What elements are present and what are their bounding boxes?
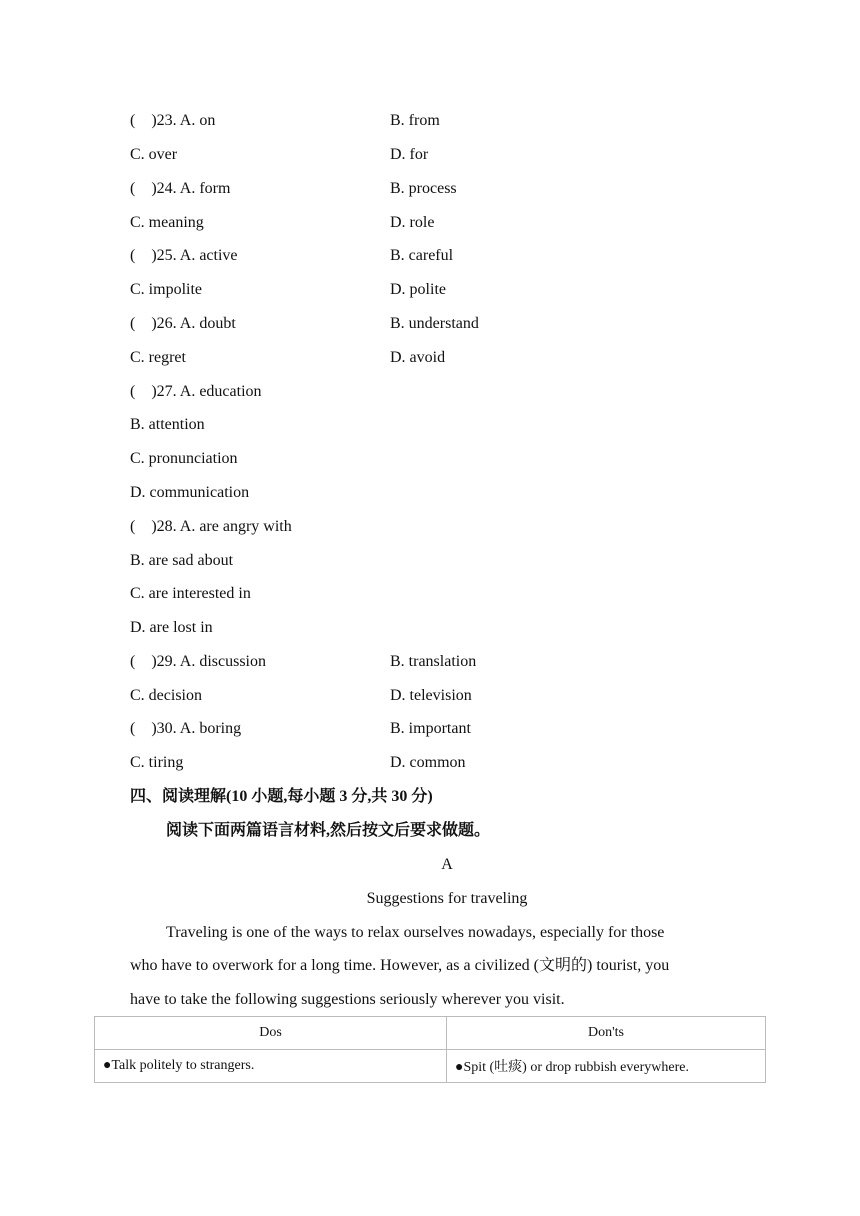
- option-c: C. impolite: [130, 281, 202, 298]
- question-25-row: [130, 245, 454, 267]
- question-30-row: [130, 718, 471, 740]
- option-d: D. for: [390, 146, 429, 163]
- question-24-row: [130, 178, 457, 200]
- table-row: [95, 1050, 766, 1083]
- question-27-stem: ( )27. A. education: [130, 383, 262, 400]
- passage-line: Traveling is one of the ways to relax ourselves nowadays, especially for those: [166, 924, 665, 941]
- option-c: C. over: [130, 146, 178, 163]
- option-c: C. pronunciation: [130, 450, 238, 467]
- passage-title: Suggestions for traveling: [366, 890, 528, 907]
- option-d: D. avoid: [390, 349, 446, 366]
- question-stem: ( )29. A. discussion: [130, 653, 266, 670]
- option-c: C. are interested in: [130, 585, 251, 602]
- dos-donts-table: [94, 1016, 766, 1083]
- option-c: C. meaning: [130, 214, 204, 231]
- column-header-donts: Don'ts: [447, 1017, 766, 1050]
- passage-line: have to take the following suggestions seriously wherever you visit.: [130, 991, 565, 1008]
- question-stem: ( )26. A. doubt: [130, 315, 236, 332]
- question-stem: ( )25. A. active: [130, 247, 238, 264]
- question-29-row: [130, 651, 477, 673]
- option-d: D. role: [390, 214, 435, 231]
- question-24-options-cd: [130, 212, 435, 234]
- option-b: B. important: [390, 720, 471, 737]
- question-26-row: [130, 313, 479, 335]
- option-d: D. communication: [130, 484, 250, 501]
- question-23-row: [130, 110, 440, 132]
- question-stem: ( )30. A. boring: [130, 720, 242, 737]
- option-b: B. careful: [390, 247, 454, 264]
- section-heading: 四、阅读理解(10 小题,每小题 3 分,共 30 分): [130, 788, 433, 805]
- option-b: B. translation: [390, 653, 477, 670]
- question-29-options-cd: [130, 685, 472, 707]
- question-stem: ( )24. A. form: [130, 180, 231, 197]
- passage-line: who have to overwork for a long time. However, as a civilized (文明的) tourist, you: [130, 957, 670, 974]
- question-stem: ( )23. A. on: [130, 112, 216, 129]
- option-d: D. polite: [390, 281, 446, 298]
- table-cell: ●Spit (吐痰) or drop rubbish everywhere.: [447, 1050, 766, 1083]
- option-c: C. tiring: [130, 754, 184, 771]
- option-d: D. are lost in: [130, 619, 213, 636]
- question-28-stem: ( )28. A. are angry with: [130, 518, 292, 535]
- option-d: D. television: [390, 687, 472, 704]
- section-instruction: 阅读下面两篇语言材料,然后按文后要求做题。: [166, 822, 491, 839]
- option-d: D. common: [390, 754, 466, 771]
- option-b: B. are sad about: [130, 552, 234, 569]
- passage-letter: A: [441, 856, 453, 873]
- column-header-dos: Dos: [95, 1017, 447, 1050]
- table-header-row: [95, 1017, 766, 1050]
- question-25-options-cd: [130, 279, 446, 301]
- question-30-options-cd: [130, 752, 466, 774]
- option-c: C. decision: [130, 687, 202, 704]
- option-b: B. attention: [130, 416, 205, 433]
- question-23-options-cd: [130, 144, 429, 166]
- option-b: B. from: [390, 112, 440, 129]
- option-b: B. understand: [390, 315, 479, 332]
- option-c: C. regret: [130, 349, 186, 366]
- question-26-options-cd: [130, 347, 446, 369]
- option-b: B. process: [390, 180, 457, 197]
- table-cell: ●Talk politely to strangers.: [95, 1050, 447, 1083]
